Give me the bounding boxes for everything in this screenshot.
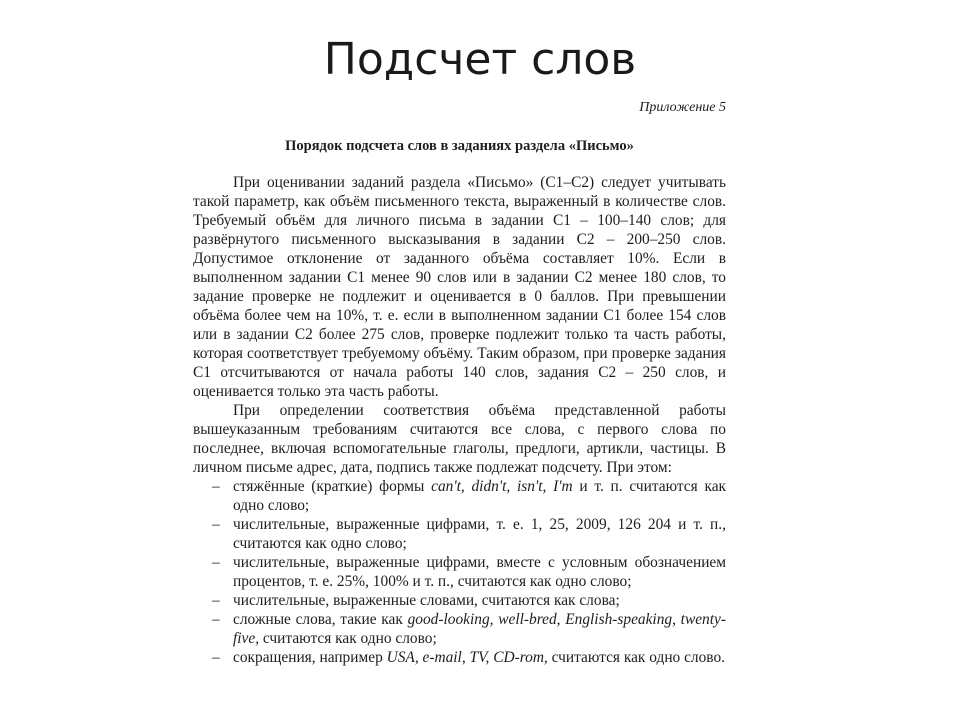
counting-rules-list: [193, 477, 726, 667]
rule-text: числительные, выраженные цифрами, вместе с условным обозначением процентов, т. е. 25%, 100% и т. п., считаются как одно слово;: [233, 554, 726, 590]
rule-text-end: считаются как одно слово;: [259, 630, 437, 647]
rule-text: сокращения, например: [233, 649, 387, 666]
rule-text: стяжённые (краткие) формы: [233, 478, 432, 495]
slide-title: Подсчет слов: [323, 34, 637, 85]
rule-compound-words: [212, 610, 726, 648]
rule-numerals-digits: [212, 515, 726, 553]
document-scan: [193, 96, 726, 667]
document-title: Порядок подсчета слов в заданиях раздела «Письмо»: [285, 138, 634, 154]
paragraph-word-count-requirements: При оценивании заданий раздела «Письмо» (С1–С2) следует учитывать такой параметр, как объём письменного текста, выраженный в количестве слов. Требуемый объём для личного письма в задании С1 – 100–140 слов; для развёрнутого письменного высказывания в задании С2 – 200–250 слов. Допустимое отклонение от заданного объёма составляет 10%. Если в выполненном задании С1 менее 90 слов или в задании С2 менее 180 слов, то задание проверке не подлежит и оценивается в 0 баллов. При превышении объёма более чем на 10%, т. е. если в выполненном задании С1 более 154 слов или в задании С2 более 275 слов, проверке подлежит только та часть работы, которая соответствует требуемому объёму. Таким образом, при проверке задания С1 отсчитываются от начала работы 140 слов, задания С2 – 250 слов, и оценивается только эта часть работы.: [193, 174, 726, 400]
rule-examples: USA, e-mail, TV, CD-rom,: [386, 649, 548, 666]
rule-text: сложные слова, такие как: [233, 611, 408, 628]
appendix-label: Приложение 5: [639, 100, 726, 115]
rule-text-end: и т. п. считаются как одно слово;: [233, 478, 727, 514]
list-dash: –: [212, 516, 220, 533]
rule-numerals-words: [212, 591, 726, 610]
paragraph-counting-rules-intro: При определении соответствия объёма представленной работы вышеуказанным требованиям считаются все слова, с первого слова по последнее, включая вспомогательные глаголы, предлоги, артикли, частицы. В личном письме адрес, дата, подпись также подлежат подсчету. При этом:: [193, 402, 726, 476]
list-dash: –: [212, 478, 220, 495]
list-dash: –: [212, 592, 220, 609]
rule-examples: good-looking, well-bred, English-speaking, twenty-five,: [233, 611, 726, 647]
list-dash: –: [212, 649, 220, 666]
rule-examples: can't, didn't, isn't, I'm: [431, 478, 573, 495]
rule-abbreviations: [212, 648, 726, 667]
rule-text: числительные, выраженные словами, считаются как слова;: [233, 592, 620, 609]
list-dash: –: [212, 611, 220, 628]
rule-text: числительные, выраженные цифрами, т. е. 1, 25, 2009, 126 204 и т. п., считаются как одно слово;: [233, 516, 726, 552]
list-dash: –: [212, 554, 220, 571]
rule-contractions: [212, 477, 727, 515]
rule-text-end: считаются как одно слово.: [547, 649, 726, 666]
rule-numerals-percent: [212, 553, 726, 591]
